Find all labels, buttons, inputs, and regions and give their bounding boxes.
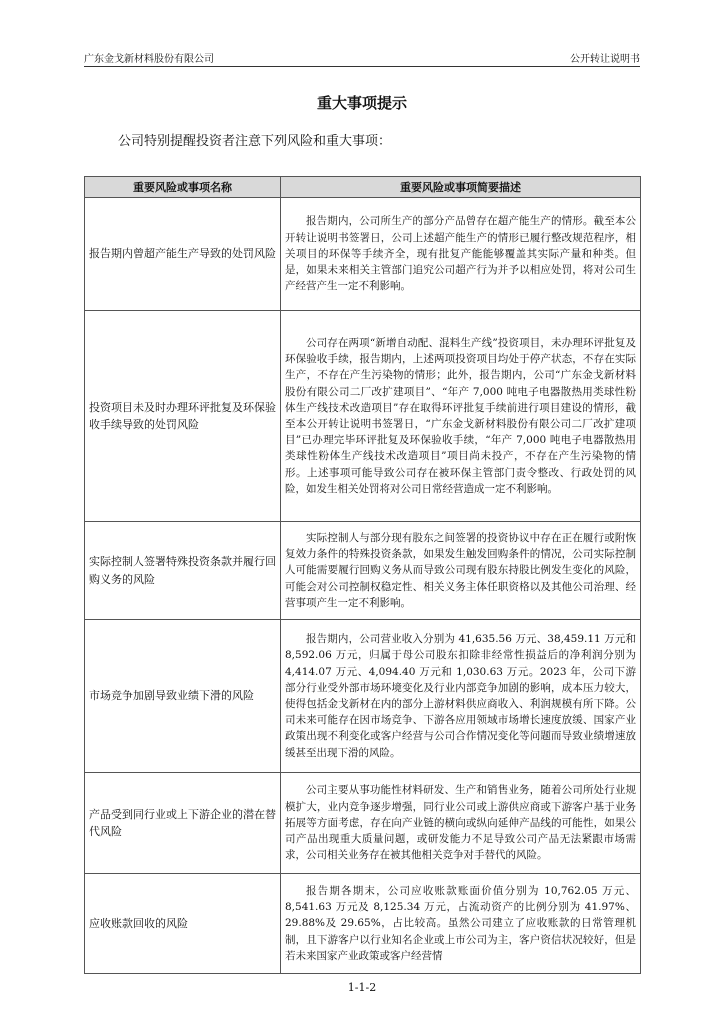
- table-row: [85, 773, 641, 874]
- header-risk-name: 重要风险或事项名称: [85, 177, 281, 198]
- risk-description: 公司存在两项“新增自动配、混料生产线”投资项目，未办理环评批复及环保验收手续，报告期内，上述两项投资项目均处于停产状态，不存在实际生产，不存在产生污染物的情形；此外，报告期内，公司“广东金戈新材料股份有限公司二厂改扩建项目”、“年产 7,000 吨电子电器散热用类球性粉体生产线技术改造项目”存在取得环评批复手续前进行项目建设的情形，截至本公开转让说明书签署日，“广东金戈新材料股份有限公司二厂改扩建项目”已办理完毕环评批复及环保验收手续，“年产 7,000 吨电子电器散热用类球性粉体生产线技术改造项目”项目尚未投产，不存在产生污染物的情形。上述事项可能导致公司存在被环保主管部门责令整改、行政处罚的风险，如发生相关处罚将对公司日常经营造成一定不利影响。: [281, 311, 641, 522]
- risk-name: 应收账款回收的风险: [85, 874, 281, 974]
- risk-name: 市场竞争加剧导致业绩下滑的风险: [85, 620, 281, 773]
- risk-name: 产品受到同行业或上下游企业的潜在替代风险: [85, 773, 281, 874]
- risk-description: 报告期各期末，公司应收账款账面价值分别为 10,762.05 万元、8,541.63 万元及 8,125.34 万元，占流动资产的比例分别为 41.97%、29.88%及 29.65%，占比较高。虽然公司建立了应收账款的日常管理机制，且下游客户以行业知名企业或上市公司为主，客户资信状况较好，但是若未来国家产业政策或客户经营情: [281, 874, 641, 974]
- risk-description: 报告期内，公司营业收入分别为 41,635.56 万元、38,459.11 万元和 8,592.06 万元，归属于母公司股东扣除非经常性损益后的净利润分别为 4,414.07 万元、4,094.40 万元和 1,030.63 万元。2023 年，公司下游部分行业受外部市场环境变化及行业内部竞争加剧的影响，成本压力较大，使得包括金戈新材在内的部分上游材料供应商收入、利润规模有所下降。公司未来可能存在因市场竞争、下游各应用领域市场增长速度放缓、国家产业政策出现不利变化或客户经营与公司合作情况变化等问题而导致业绩增速放缓甚至出现下滑的风险。: [281, 620, 641, 773]
- risk-description: 实际控制人与部分现有股东之间签署的投资协议中存在正在履行或附恢复效力条件的特殊投资条款，如果发生触发回购条件的情况，公司实际控制人可能需要履行回购义务从而导致公司现有股东持股比例发生变化的风险，可能会对公司控制权稳定性、相关义务主体任职资格以及其他公司治理、经营事项产生一定不利影响。: [281, 522, 641, 620]
- header-risk-description: 重要风险或事项简要描述: [281, 177, 641, 198]
- table-row: [85, 311, 641, 522]
- risk-description: 公司主要从事功能性材料研发、生产和销售业务，随着公司所处行业规模扩大，业内竞争逐步增强，同行业公司或上游供应商或下游客户基于业务拓展等方面考虑，存在向产业链的横向或纵向延伸产品线的可能性，如果公司产品出现重大质量问题，或研发能力不足导致公司产品无法紧跟市场需求，公司相关业务存在被其他相关竞争对手替代的风险。: [281, 773, 641, 874]
- risk-name: 报告期内曾超产能生产导致的处罚风险: [85, 198, 281, 311]
- header-company: 广东金戈新材料股份有限公司: [84, 54, 214, 65]
- table-row: [85, 620, 641, 773]
- page-header: [84, 48, 640, 67]
- table-row: [85, 874, 641, 974]
- risk-name: 实际控制人签署特殊投资条款并履行回购义务的风险: [85, 522, 281, 620]
- table-row: [85, 522, 641, 620]
- risk-description: 报告期内，公司所生产的部分产品曾存在超产能生产的情形。截至本公开转让说明书签署日，公司上述超产能生产的情形已履行整改规范程序，相关项目的环保等手续齐全，现有批复产能能够覆盖其实际产量和种类。但是，如果未来相关主管部门追究公司超产行为并予以相应处罚，将对公司生产经营产生一定不利影响。: [281, 198, 641, 311]
- table-row: [85, 198, 641, 311]
- page-number: 1-1-2: [347, 981, 377, 994]
- risk-table: [84, 176, 641, 974]
- risk-name: 投资项目未及时办理环评批复及环保验收手续导致的处罚风险: [85, 311, 281, 522]
- intro-text: 公司特别提醒投资者注意下列风险和重大事项：: [118, 134, 392, 149]
- header-doc-type: 公开转让说明书: [570, 54, 640, 65]
- table-header-row: [85, 177, 641, 198]
- page-title: 重大事项提示: [316, 94, 407, 112]
